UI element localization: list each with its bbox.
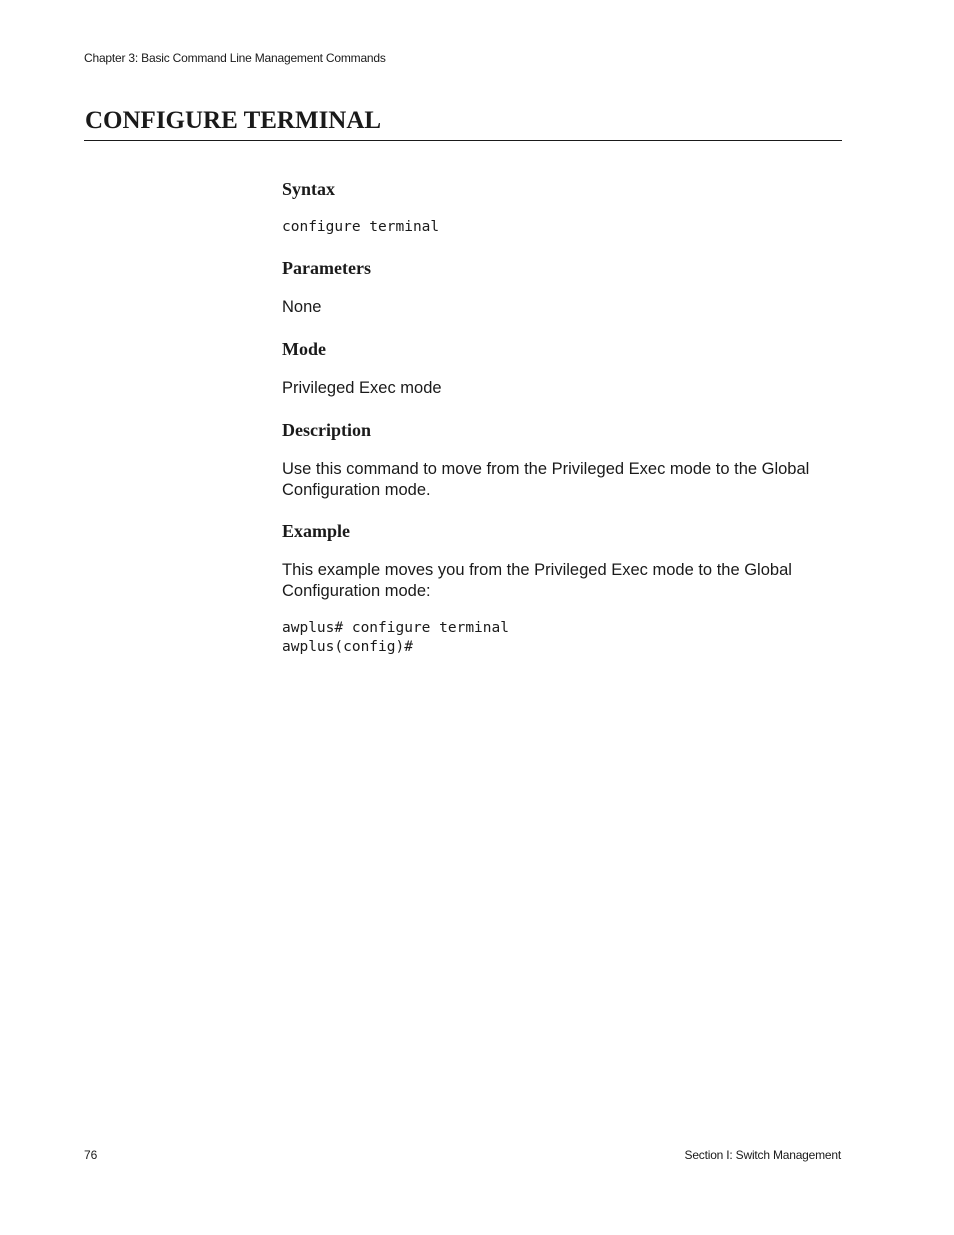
example-code-line: awplus# configure terminal bbox=[282, 620, 509, 636]
description-heading: Description bbox=[282, 420, 371, 440]
mode-heading: Mode bbox=[282, 339, 326, 359]
syntax-code: configure terminal bbox=[282, 219, 440, 235]
page-title: CONFIGURE TERMINAL bbox=[85, 107, 382, 134]
parameters-heading: Parameters bbox=[282, 258, 371, 278]
example-code-line: awplus(config)# bbox=[282, 639, 413, 655]
example-text: This example moves you from the Privileged Exec mode to the Global Configuration mode: bbox=[282, 561, 792, 600]
title-divider bbox=[84, 140, 842, 141]
running-header: Chapter 3: Basic Command Line Management Commands bbox=[84, 51, 386, 65]
mode-text: Privileged Exec mode bbox=[282, 379, 442, 397]
footer-section: Section I: Switch Management bbox=[684, 1148, 841, 1162]
page-number: 76 bbox=[84, 1148, 98, 1162]
parameters-text: None bbox=[282, 298, 322, 316]
description-text: Use this command to move from the Privileged Exec mode to the Global Configuration mode. bbox=[282, 460, 810, 499]
syntax-heading: Syntax bbox=[282, 179, 336, 199]
example-heading: Example bbox=[282, 521, 351, 541]
